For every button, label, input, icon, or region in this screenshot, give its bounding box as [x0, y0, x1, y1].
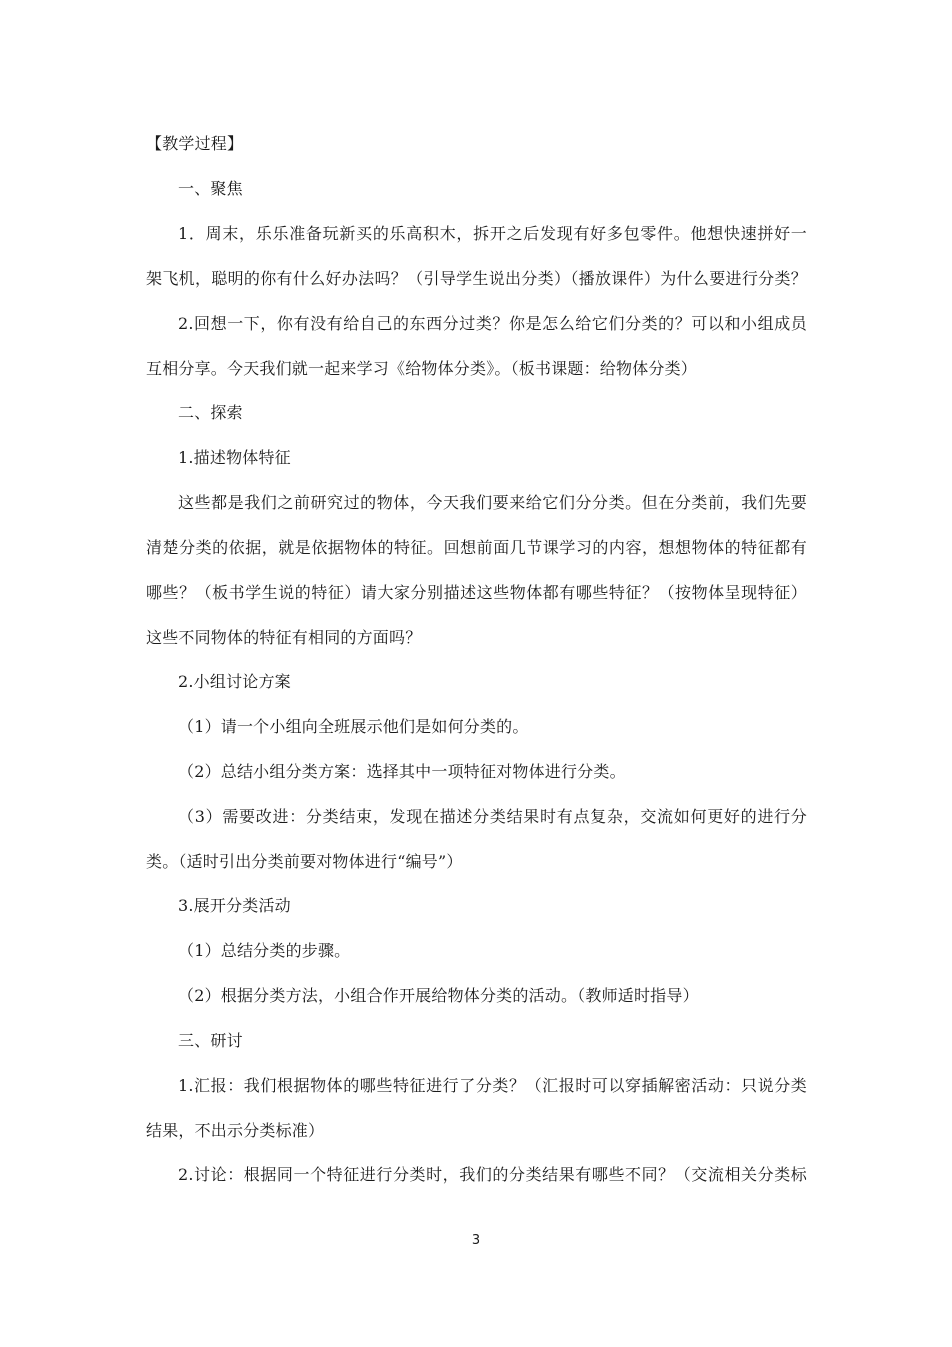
part2-sub3-item1: （1）总结分类的步骤。 [178, 941, 351, 960]
part3-heading: 三、研讨 [178, 1031, 243, 1050]
part1-paragraph1-line1: 1．周末，乐乐准备玩新买的乐高积木，拆开之后发现有好多包零件。他想快速拼好一 [178, 224, 807, 243]
part2-sub2-heading: 2.小组讨论方案 [178, 672, 291, 691]
part2-sub3-heading: 3.展开分类活动 [178, 896, 291, 915]
part2-sub1-line1: 这些都是我们之前研究过的物体，今天我们要来给它们分分类。但在分类前，我们先要 [178, 493, 807, 512]
part2-sub2-item1: （1）请一个小组向全班展示他们是如何分类的。 [178, 717, 529, 736]
page-number: 3 [471, 1233, 481, 1248]
part1-paragraph1-line2: 架飞机，聪明的你有什么好办法吗？（引导学生说出分类）（播放课件）为什么要进行分类？ [146, 269, 807, 288]
part1-paragraph2-line2: 互相分享。今天我们就一起来学习《给物体分类》。（板书课题：给物体分类） [146, 359, 698, 378]
part2-sub2-item3-line2: 类。（适时引出分类前要对物体进行“编号”） [146, 852, 463, 871]
part3-paragraph1-line1: 1.汇报：我们根据物体的哪些特征进行了分类？（汇报时可以穿插解密活动：只说分类 [178, 1076, 807, 1095]
part3-paragraph2-line1: 2.讨论：根据同一个特征进行分类时，我们的分类结果有哪些不同？（交流相关分类标 [178, 1165, 807, 1184]
part2-heading: 二、探索 [178, 403, 243, 422]
part2-sub2-item2: （2）总结小组分类方案：选择其中一项特征对物体进行分类。 [178, 762, 626, 781]
part2-sub1-heading: 1.描述物体特征 [178, 448, 291, 467]
part1-heading: 一、聚焦 [178, 179, 243, 198]
part2-sub3-item2: （2）根据分类方法，小组合作开展给物体分类的活动。（教师适时指导） [178, 986, 699, 1005]
part2-sub1-line4: 这些不同物体的特征有相同的方面吗？ [146, 628, 422, 647]
part1-paragraph2-line1: 2.回想一下，你有没有给自己的东西分过类？你是怎么给它们分类的？可以和小组成员 [178, 314, 807, 333]
part2-sub1-line2: 清楚分类的依据，就是依据物体的特征。回想前面几节课学习的内容，想想物体的特征都有 [146, 538, 807, 557]
part2-sub2-item3-line1: （3）需要改进：分类结束，发现在描述分类结果时有点复杂，交流如何更好的进行分 [178, 807, 807, 826]
section-header: 【教学过程】 [146, 134, 244, 153]
part3-paragraph1-line2: 结果，不出示分类标准） [146, 1121, 325, 1140]
part2-sub1-line3: 哪些？（板书学生说的特征）请大家分别描述这些物体都有哪些特征？（按物体呈现特征） [146, 583, 807, 602]
